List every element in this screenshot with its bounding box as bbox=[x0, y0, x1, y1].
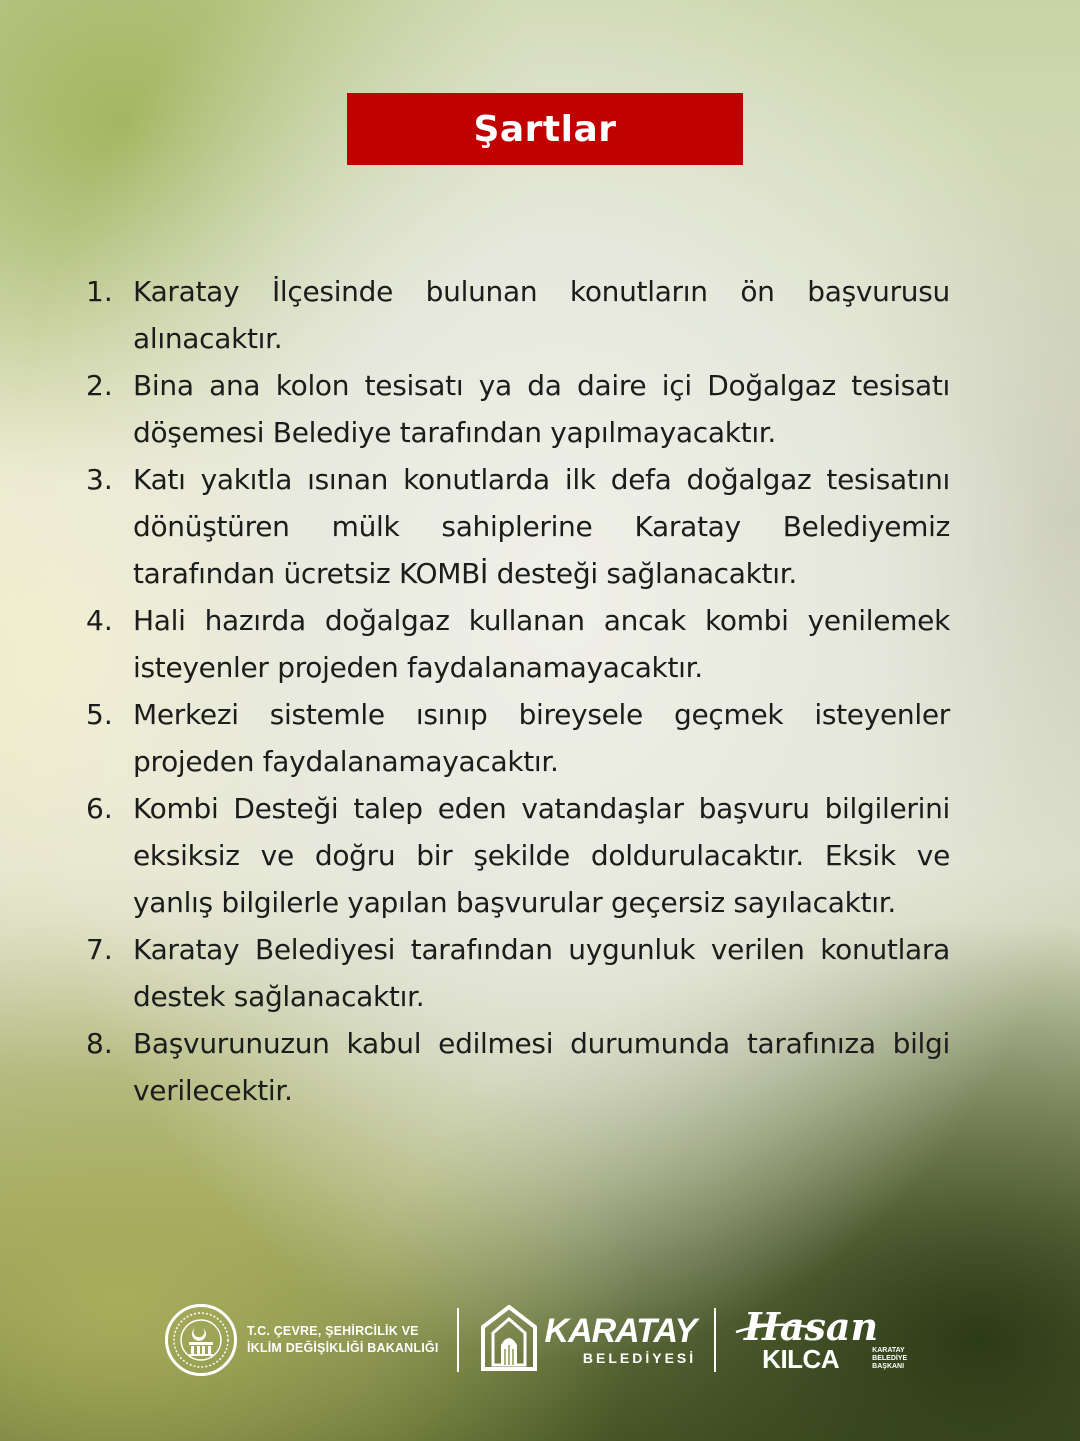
logo-divider bbox=[457, 1308, 459, 1372]
item-number: 3. bbox=[86, 463, 113, 496]
item-number: 1. bbox=[86, 275, 113, 308]
mayor-signature-text: Hasan bbox=[744, 1304, 879, 1349]
conditions-list bbox=[86, 268, 950, 1114]
list-item bbox=[86, 926, 950, 1020]
item-number: 5. bbox=[86, 698, 113, 731]
item-text: Katı yakıtla ısınan konutlarda ilk defa doğalgaz tesisatını dönüştüren mülk sahiplerine Karatay Belediyemiz tarafından ücretsiz KOMBİ desteği sağlanacaktır. bbox=[133, 463, 950, 590]
list-item bbox=[86, 691, 950, 785]
ministry-name-line1: T.C. ÇEVRE, ŞEHİRCİLİK VE bbox=[247, 1324, 419, 1338]
list-item bbox=[86, 268, 950, 362]
footer-logos bbox=[165, 1300, 925, 1380]
item-number: 7. bbox=[86, 933, 113, 966]
item-text: Başvurunuzun kabul edilmesi durumunda tarafınıza bilgi verilecektir. bbox=[133, 1027, 950, 1107]
karatay-emblem-icon bbox=[477, 1305, 541, 1375]
list-item bbox=[86, 1020, 950, 1114]
item-text: Hali hazırda doğalgaz kullanan ancak kombi yenilemek isteyenler projeden faydalanamayacaktır. bbox=[133, 604, 950, 684]
page-title: Şartlar bbox=[473, 108, 617, 150]
karatay-logo bbox=[477, 1305, 697, 1375]
item-text: Merkezi sistemle ısınıp bireysele geçmek isteyenler projeden faydalanamayacaktır. bbox=[133, 698, 950, 778]
item-number: 4. bbox=[86, 604, 113, 637]
item-number: 6. bbox=[86, 792, 113, 825]
karatay-name: KARATAY bbox=[544, 1312, 697, 1350]
item-number: 8. bbox=[86, 1027, 113, 1060]
list-item bbox=[86, 362, 950, 456]
ministry-logo bbox=[165, 1304, 439, 1376]
mayor-surname: KILCA bbox=[762, 1344, 840, 1374]
title-banner bbox=[347, 93, 743, 165]
mayor-role-line1: KARATAY bbox=[872, 1347, 905, 1354]
mayor-logo bbox=[734, 1302, 924, 1378]
mayor-role-line3: BAŞKANI bbox=[872, 1363, 905, 1370]
list-item bbox=[86, 785, 950, 926]
karatay-subtitle: BELEDİYESİ bbox=[582, 1350, 697, 1366]
list-item bbox=[86, 456, 950, 597]
item-text: Karatay Belediyesi tarafından uygunluk verilen konutlara destek sağlanacaktır. bbox=[133, 933, 950, 1013]
list-item bbox=[86, 597, 950, 691]
logo-divider bbox=[714, 1308, 716, 1372]
item-number: 2. bbox=[86, 369, 113, 402]
item-text: Karatay İlçesinde bulunan konutların ön başvurusu alınacaktır. bbox=[133, 275, 950, 355]
mayor-role-line2: BELEDİYE bbox=[872, 1355, 908, 1362]
karatay-wordmark bbox=[545, 1314, 697, 1366]
ministry-seal-icon bbox=[165, 1304, 237, 1376]
mayor-role bbox=[872, 1347, 907, 1371]
item-text: Bina ana kolon tesisatı ya da daire içi Doğalgaz tesisatı döşemesi Belediye tarafından yapılmayacaktır. bbox=[133, 369, 950, 449]
item-text: Kombi Desteği talep eden vatandaşlar başvuru bilgilerini eksiksiz ve doğru bir şekilde doldurulacaktır. Eksik ve yanlış bilgilerle yapılan başvurular geçersiz sayılacaktır. bbox=[133, 792, 950, 919]
ministry-name-line2: İKLİM DEĞİŞİKLİĞİ BAKANLIĞI bbox=[247, 1341, 439, 1355]
ministry-name bbox=[247, 1323, 439, 1357]
